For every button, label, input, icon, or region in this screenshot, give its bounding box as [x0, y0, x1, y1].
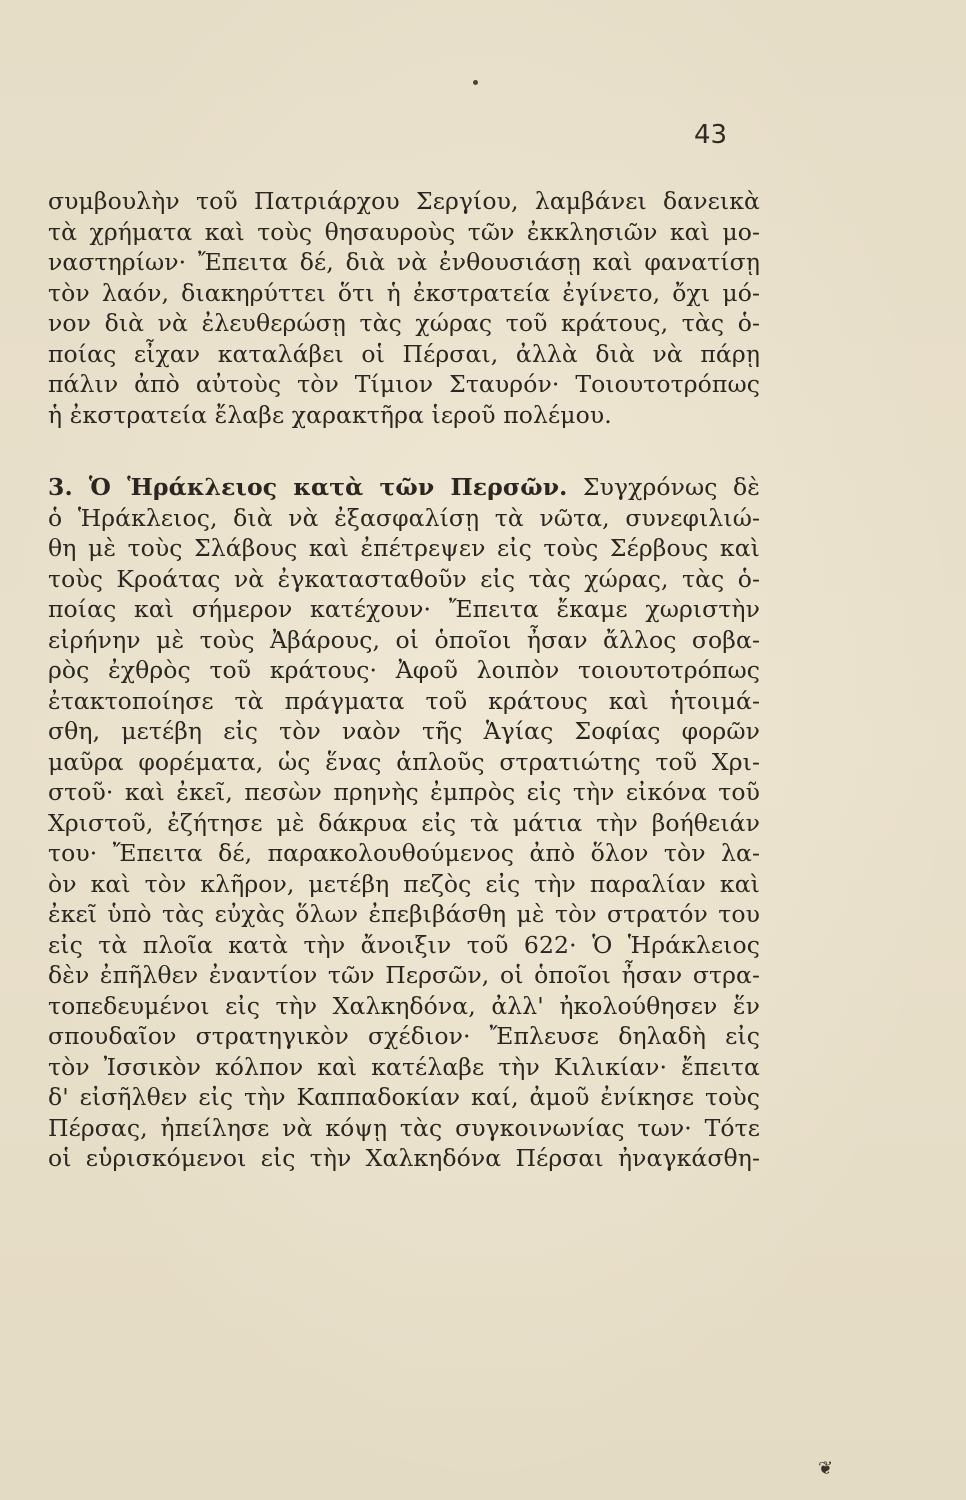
text-line: θη μὲ τοὺς Σλάβους καὶ ἐπέτρεψεν εἰς τοὺς Σέρβους καὶ	[48, 534, 760, 562]
text-line: συμβουλὴν τοῦ Πατριάρχου Σεργίου, λαμβάνει δανεικὰ	[48, 187, 760, 215]
text-line: δ' εἰσῆλθεν εἰς τὴν Καππαδοκίαν καί, ἀμοῦ ἐνίκησε τοὺς	[48, 1083, 760, 1111]
text-line: ποίας εἶχαν καταλάβει οἱ Πέρσαι, ἀλλὰ διὰ νὰ πάρῃ	[48, 339, 760, 368]
text-line: σπουδαῖον στρατηγικὸν σχέδιον· Ἔπλευσε δηλαδὴ εἰς	[48, 1022, 760, 1050]
paragraph-gap	[48, 430, 760, 472]
text-line: του· Ἔπειτα δέ, παρακολουθούμενος ἀπὸ ὅλον τὸν λα-	[48, 839, 760, 867]
text-line: ἡ ἐκστρατεία ἔλαβε χαρακτῆρα ἱεροῦ πολέμου.	[48, 400, 612, 429]
ink-speck	[473, 80, 478, 85]
text-line: εἰς τὰ πλοῖα κατὰ τὴν ἄνοιξιν τοῦ 622· Ὁ Ἡράκλειος	[48, 930, 760, 959]
text-line: τὸν λαόν, διακηρύττει ὅτι ἡ ἐκστρατεία ἐγίνετο, ὄχι μό-	[48, 278, 760, 307]
text-line: ἐκεῖ ὑπὸ τὰς εὐχὰς ὅλων ἐπεβιβάσθη μὲ τὸν στρατόν του	[48, 900, 760, 928]
text-line: ὁ Ἡράκλειος, διὰ νὰ ἐξασφαλίσῃ τὰ νῶτα, συνεφιλιώ-	[48, 503, 760, 532]
text-line: σθη, μετέβη εἰς τὸν ναὸν τῆς Ἁγίας Σοφίας φορῶν	[48, 717, 760, 745]
text-line: τὸν Ἰσσικὸν κόλπον καὶ κατέλαβε τὴν Κιλικίαν· ἔπειτα	[48, 1052, 760, 1081]
body-text	[48, 186, 760, 1174]
section-first-line-rest: Συγχρόνως δὲ	[582, 473, 760, 501]
text-line: δὲν ἐπῆλθεν ἐναντίον τῶν Περσῶν, οἱ ὁποῖοι ἦσαν στρα-	[48, 961, 760, 989]
text-line: τοὺς Κροάτας νὰ ἐγκατασταθοῦν εἰς τὰς χώρας, τὰς ὁ-	[48, 564, 760, 593]
text-line: εἰρήνην μὲ τοὺς Ἀβάρους, οἱ ὁποῖοι ἦσαν ἄλλος σοβα-	[48, 625, 760, 654]
text-line: μαῦρα φορέματα, ὡς ἕνας ἁπλοῦς στρατιώτης τοῦ Χρι-	[48, 747, 760, 776]
ornament-icon: ❦	[818, 1458, 834, 1479]
text-line: πάλιν ἀπὸ αὐτοὺς τὸν Τίμιον Σταυρόν· Τοιουτοτρόπως	[48, 370, 760, 398]
page-number: 43	[694, 120, 728, 150]
text-line: τοπεδευμένοι εἰς τὴν Χαλκηδόνα, ἀλλ' ἠκολούθησεν ἕν	[48, 991, 760, 1020]
text-line: ὸν καὶ τὸν κλῆρον, μετέβη πεζὸς εἰς τὴν παραλίαν καὶ	[48, 869, 760, 898]
section-first-line	[48, 472, 760, 503]
text-line: Χριστοῦ, ἐζήτησε μὲ δάκρυα εἰς τὰ μάτια τὴν βοήθειάν	[48, 808, 760, 837]
section-heading: 3. Ὁ Ἡράκλειος κατὰ τῶν Περσῶν.	[48, 473, 568, 501]
text-line: τὰ χρήματα καὶ τοὺς θησαυροὺς τῶν ἐκκλησιῶν καὶ μο-	[48, 217, 760, 246]
text-line: οἱ εὑρισκόμενοι εἰς τὴν Χαλκηδόνα Πέρσαι ἠναγκάσθη-	[48, 1144, 760, 1172]
text-line: ποίας καὶ σήμερον κατέχουν· Ἔπειτα ἔκαμε χωριστὴν	[48, 595, 760, 623]
text-line: ἐτακτοποίησε τὰ πράγματα τοῦ κράτους καὶ ἡτοιμά-	[48, 686, 760, 715]
text-line: νον διὰ νὰ ἐλευθερώσῃ τὰς χώρας τοῦ κράτους, τὰς ὁ-	[48, 309, 760, 337]
text-line: Πέρσας, ἠπείλησε νὰ κόψῃ τὰς συγκοινωνίας των· Τότε	[48, 1113, 760, 1142]
text-line: στοῦ· καὶ ἐκεῖ, πεσὼν πρηνὴς ἐμπρὸς εἰς τὴν εἰκόνα τοῦ	[48, 778, 760, 806]
text-line: ναστηρίων· Ἔπειτα δέ, διὰ νὰ ἐνθουσιάσῃ καὶ φανατίσῃ	[48, 248, 760, 276]
text-line: ρὸς ἐχθρὸς τοῦ κράτους· Ἀφοῦ λοιπὸν τοιουτοτρόπως	[48, 656, 760, 684]
